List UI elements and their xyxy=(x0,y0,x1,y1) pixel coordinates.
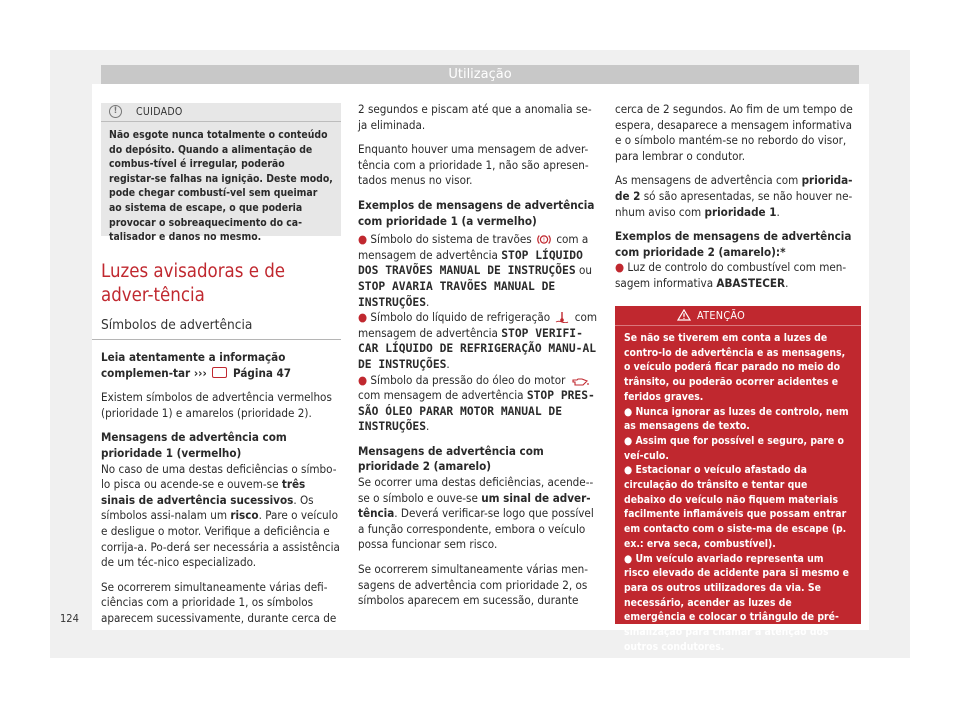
brake-warning-icon xyxy=(537,234,551,245)
text-bold: prioridade 1 xyxy=(704,204,777,219)
column-2 xyxy=(358,102,598,609)
info-circle-icon: ! xyxy=(109,105,122,118)
page-reference-link[interactable]: Página 47 xyxy=(233,365,292,380)
text: Se ocorrer uma destas deficiências, acende--se o símbolo e ouve-se xyxy=(358,475,594,505)
warning-title: ATENÇÃO xyxy=(697,309,746,322)
heading-examples-priority-1: Exemplos de mensagens de advertência com prioridade 1 (a vermelho) xyxy=(358,197,595,228)
text: só são apresentadas, se não houver ne-nhum aviso com xyxy=(615,188,853,219)
text: . Pare o veículo e desligue o motor. Verifique a deficiência e corrija-a. Po-derá ser necessária a assistência de um téc-nico especializado. xyxy=(101,508,340,570)
warning-item: ● Estacionar o veículo afastado da circulação do trânsito e tentar que debaixo do veículo não fiquem materiais facilmente inflamáveis que possam entrar em contacto com o siste-ma de escape (p. ex.: erva seca, combustível). xyxy=(624,464,847,550)
paragraph-continued-col3: cerca de 2 segundos. Ao fim de um tempo de espera, desaparece a mensagem informativa e o símbolo mantém-se no rebordo do visor, para lembrar o condutor. xyxy=(615,102,853,163)
warning-intro: Se não se tiverem em conta a luzes de contro-lo de advertência e as mensagens, o veículo poderá ficar parado no meio do trânsito, ou poderão ocorrer acidentes e feridos graves. xyxy=(624,332,846,403)
bullet: ● xyxy=(358,232,368,247)
bullet: ● xyxy=(358,310,368,325)
text: Símbolo do líquido de refrigeração xyxy=(370,310,551,325)
list-item-oil-pressure: ● Símbolo da pressão do óleo do motor com mensagem de advertência STOP PRES-SÃO ÓLEO PARAR MOTOR MANUAL DE INSTRUÇÕES. xyxy=(358,372,595,434)
paragraph-priority-2 xyxy=(358,475,598,553)
message-text: STOP VERIFI-CAR LÍQUIDO DE REFRIGERAÇÃO MANU-AL DE INSTRUÇÕES xyxy=(358,326,597,371)
caution-header xyxy=(101,103,341,122)
book-reference-icon xyxy=(212,367,227,378)
column-1 xyxy=(101,350,341,627)
text-bold: três sinais de advertência sucessivos xyxy=(101,477,306,507)
paragraph-no-menus: Enquanto houver uma mensagem de adver-tência com a prioridade 1, não são apresen-tados menus no visor. xyxy=(358,142,589,188)
warning-header xyxy=(615,306,861,326)
page-header-title: Utilização xyxy=(448,67,512,82)
list-item-brakes: ● Símbolo do sistema de travões ! com a mensagem de advertência STOP LÍQUIDO DOS TRAVÕES MANUAL DE INSTRUÇÕES ou STOP AVARIA TRAVÕES MANUAL DE INSTRUÇÕES. xyxy=(358,232,592,309)
text: Símbolo do sistema de travões xyxy=(370,232,532,247)
paragraph-multiple-priority-2: Se ocorrerem simultaneamente várias men-sagens de advertência com prioridade 2, os símbolos aparecem em sucessão, durante xyxy=(358,562,589,608)
text-bold: um sinal de adver-tência xyxy=(358,490,591,521)
paragraph-priority-2-display: As mensagens de advertência com priorida-de 2 só são apresentadas, se não houver ne-nhum aviso com prioridade 1. xyxy=(615,173,853,219)
caution-title: CUIDADO xyxy=(136,106,183,118)
text: . Deverá verificar-se logo que possível a função correspondente, embora o veículo possa funcionar sem risco. xyxy=(358,506,594,552)
svg-text:!: ! xyxy=(542,237,546,245)
warning-item: ● Assim que for possível e seguro, pare o veí-culo. xyxy=(624,434,844,462)
paragraph-continued: 2 segundos e piscam até que a anomalia se-ja eliminada. xyxy=(358,102,592,132)
intro-text: Leia atentamente a informação complemen-tar xyxy=(101,350,286,380)
warning-item-text: Assim que for possível e seguro, pare o veí-culo. xyxy=(624,434,844,462)
message-text: STOP LÍQUIDO DOS TRAVÕES MANUAL DE INSTRUÇÕES xyxy=(358,248,583,278)
coolant-temperature-icon xyxy=(555,311,569,323)
paragraph-multiple-priority-1: Se ocorrerem simultaneamente várias defi-ciências com a prioridade 1, os símbolos aparecem sucessivamente, durante cerca de xyxy=(101,579,337,625)
text: As mensagens de advertência com xyxy=(615,173,799,188)
message-text: STOP AVARIA TRAVÕES MANUAL DE INSTRUÇÕES xyxy=(358,279,556,309)
heading-priority-2: Mensagens de advertência com prioridade 2 (amarelo) xyxy=(358,443,544,474)
text-bold: ABASTECER xyxy=(716,275,786,290)
caution-text: Não esgote nunca totalmente o conteúdo do depósito. Quando a alimentação de combus-tível é irregular, poderão registar-se falhas na ignição. Deste modo, pode chegar combustí-vel sem queimar ao sistema de escape, o que poderia provocar o sobreaquecimento do ca-talisador e danos no mesmo. xyxy=(109,129,333,244)
oil-can-icon xyxy=(571,376,589,386)
warning-item-text: Nunca ignorar as luzes de controlo, nem as mensagens de texto. xyxy=(624,405,849,433)
text-bold: risco xyxy=(230,508,259,523)
text: Símbolo da pressão do óleo do motor xyxy=(370,372,566,387)
column-3 xyxy=(615,102,861,292)
text: com mensagem de advertência xyxy=(358,310,598,340)
text: No caso de uma destas deficiências o símbo-lo pisca ou acende-se e ouvem-se xyxy=(101,461,337,492)
subsection-title: Símbolos de advertência xyxy=(101,317,253,333)
section-title: Luzes avisadoras e de adver-tência xyxy=(101,261,286,306)
intro-paragraph xyxy=(101,350,341,381)
page-number: 124 xyxy=(60,612,79,625)
warning-item: ● Nunca ignorar as luzes de controlo, nem as mensagens de texto. xyxy=(624,405,849,433)
heading-priority-1: Mensagens de advertência com prioridade 1 (vermelho) xyxy=(101,430,287,460)
warning-triangle-icon xyxy=(677,309,691,321)
text: . Os símbolos assi-nalam um xyxy=(101,492,314,523)
warning-body xyxy=(615,326,861,654)
list-item-fuel: ● Luz de controlo do combustível com men-sagem informativa ABASTECER. xyxy=(615,260,847,290)
warning-item: ● Um veículo avariado representa um risco elevado de acidente para si mesmo e para os outros utilizadores da via. Se necessário, acender as luzes de emergência e colocar o triângulo de pré-sinalização para chamar a atenção dos outros condutores. xyxy=(624,552,849,653)
paragraph-symbols-intro: Existem símbolos de advertência vermelhos (prioridade 1) e amarelos (prioridade 2). xyxy=(101,390,332,420)
warning-box xyxy=(615,306,861,653)
heading-examples-priority-2: Exemplos de mensagens de advertência com prioridade 2 (amarelo):* xyxy=(615,229,852,259)
warning-item-text: Estacionar o veículo afastado da circulação do trânsito e tentar que debaixo do veículo não fiquem materiais facilmente inflamáveis que possam entrar em contacto com o siste-ma de escape (p. ex.: erva seca, combustível). xyxy=(624,464,847,550)
page-content xyxy=(92,84,869,653)
subsection-divider xyxy=(92,339,341,340)
page-header xyxy=(101,65,859,84)
text: Luz de controlo do combustível com men-sagem informativa xyxy=(615,260,847,290)
message-text: STOP PRES-SÃO ÓLEO PARAR MOTOR MANUAL DE INSTRUÇÕES xyxy=(358,389,595,434)
reference-arrows: ››› xyxy=(193,365,207,380)
paragraph-priority-1 xyxy=(101,462,341,571)
bullet: ● xyxy=(615,260,625,275)
warning-item-text: Um veículo avariado representa um risco elevado de acidente para si mesmo e para os outros utilizadores da via. Se necessário, acender as luzes de emergência e colocar o triângulo de pré-sinalização para chamar a atenção dos outros condutores. xyxy=(624,552,849,653)
text: com a mensagem de advertência xyxy=(358,232,589,262)
text: com mensagem de advertência xyxy=(358,388,524,403)
caution-box xyxy=(101,103,341,244)
list-item-coolant: ● Símbolo do líquido de refrigeração com mensagem de advertência STOP VERIFI-CAR LÍQUIDO DE REFRIGERAÇÃO MANU-AL DE INSTRUÇÕES. xyxy=(358,310,598,371)
text: ou xyxy=(578,263,592,278)
text-bold: priorida-de 2 xyxy=(615,173,853,203)
bullet: ● xyxy=(358,372,368,387)
